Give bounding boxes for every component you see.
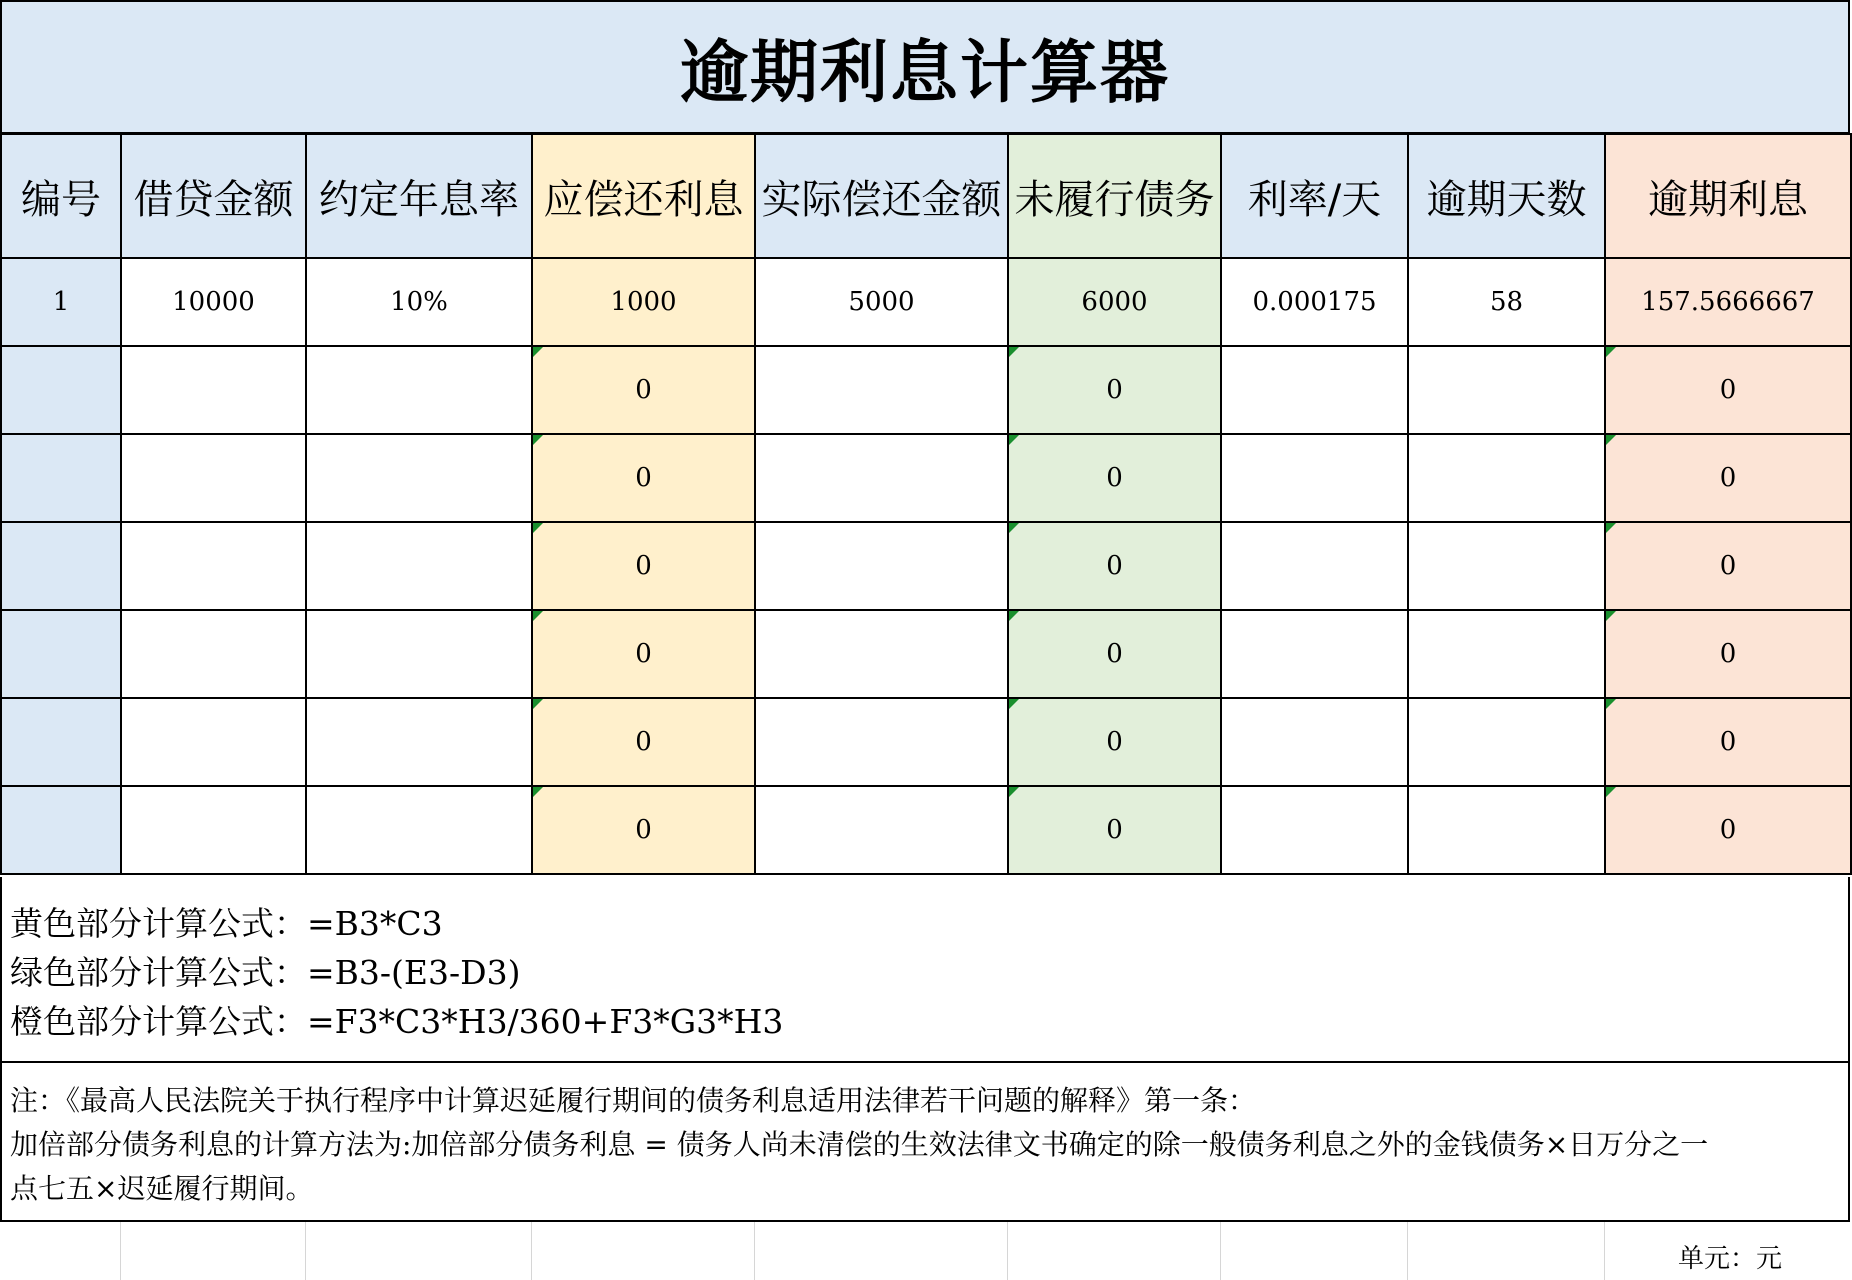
cell-value: 0 bbox=[1106, 463, 1123, 493]
cell-value: 0 bbox=[635, 551, 652, 581]
header-annual-rate[interactable]: 约定年息率 bbox=[306, 134, 532, 258]
formula-indicator-icon bbox=[533, 435, 543, 445]
empty-footer-row[interactable] bbox=[0, 1222, 1850, 1280]
cell-id[interactable] bbox=[1, 522, 121, 610]
cell-value: 0 bbox=[1106, 639, 1123, 669]
cell-overdue-days[interactable] bbox=[1408, 434, 1605, 522]
cell-interest-due[interactable] bbox=[532, 434, 755, 522]
formula-orange: 橙色部分计算公式：=F3*C3*H3/360+F3*G3*H3 bbox=[10, 1002, 784, 1041]
table-row bbox=[1, 522, 1851, 610]
cell-actual-repayment[interactable]: 5000 bbox=[755, 258, 1008, 346]
cell-value: 0 bbox=[1106, 551, 1123, 581]
formula-indicator-icon bbox=[533, 523, 543, 533]
cell-unpaid-debt[interactable]: 6000 bbox=[1008, 258, 1221, 346]
cell-value: 0 bbox=[1719, 375, 1737, 405]
cell-loan-amount[interactable] bbox=[121, 698, 306, 786]
cell-annual-rate[interactable] bbox=[306, 522, 532, 610]
cell-overdue-days[interactable] bbox=[1408, 610, 1605, 698]
formula-indicator-icon bbox=[1606, 523, 1616, 533]
cell-unpaid-debt[interactable] bbox=[1008, 346, 1221, 434]
cell-daily-rate[interactable] bbox=[1221, 434, 1408, 522]
cell-daily-rate[interactable] bbox=[1221, 698, 1408, 786]
table-row bbox=[1, 346, 1851, 434]
cell-daily-rate[interactable] bbox=[1221, 346, 1408, 434]
sheet-title[interactable]: 逾期利息计算器 bbox=[0, 0, 1850, 134]
cell-value: 0 bbox=[635, 727, 652, 757]
cell-daily-rate[interactable] bbox=[1221, 786, 1408, 874]
cell-value: 0 bbox=[1719, 815, 1737, 845]
header-unpaid-debt[interactable]: 未履行债务 bbox=[1008, 134, 1221, 258]
formula-indicator-icon bbox=[1009, 611, 1019, 621]
cell-overdue-days[interactable] bbox=[1408, 698, 1605, 786]
cell-id[interactable] bbox=[1, 610, 121, 698]
formula-indicator-icon bbox=[1606, 699, 1616, 709]
cell-value: 0 bbox=[635, 815, 652, 845]
cell-interest-due[interactable] bbox=[532, 698, 755, 786]
cell-overdue-interest[interactable]: 157.5666667 bbox=[1605, 258, 1851, 346]
cell-daily-rate[interactable]: 0.000175 bbox=[1221, 258, 1408, 346]
formula-indicator-icon bbox=[1009, 787, 1019, 797]
cell-interest-due[interactable] bbox=[532, 346, 755, 434]
header-interest-due[interactable]: 应偿还利息 bbox=[532, 134, 755, 258]
unit-label: 单元：元 bbox=[1677, 1244, 1782, 1274]
table-row bbox=[1, 258, 1851, 346]
formula-indicator-icon bbox=[1009, 523, 1019, 533]
header-daily-rate[interactable]: 利率/天 bbox=[1221, 134, 1408, 258]
cell-loan-amount[interactable] bbox=[121, 346, 306, 434]
cell-actual-repayment[interactable] bbox=[755, 346, 1008, 434]
cell-actual-repayment[interactable] bbox=[755, 786, 1008, 874]
cell-value: 0 bbox=[635, 463, 652, 493]
cell-value: 0 bbox=[635, 639, 652, 669]
cell-loan-amount[interactable] bbox=[121, 522, 306, 610]
cell-annual-rate[interactable] bbox=[306, 786, 532, 874]
cell-loan-amount[interactable] bbox=[121, 434, 306, 522]
cell-interest-due[interactable] bbox=[532, 522, 755, 610]
cell-value: 0 bbox=[635, 375, 652, 405]
cell-overdue-interest[interactable] bbox=[1605, 522, 1851, 610]
formula-indicator-icon bbox=[533, 347, 543, 357]
cell-annual-rate[interactable] bbox=[306, 346, 532, 434]
cell-value: 0 bbox=[1719, 551, 1737, 581]
formula-indicator-icon bbox=[533, 787, 543, 797]
formula-indicator-icon bbox=[1606, 435, 1616, 445]
cell-actual-repayment[interactable] bbox=[755, 522, 1008, 610]
table-body bbox=[1, 258, 1851, 874]
table-row bbox=[1, 434, 1851, 522]
formula-indicator-icon bbox=[1009, 347, 1019, 357]
header-row bbox=[1, 134, 1851, 258]
formula-indicator-icon bbox=[1606, 611, 1616, 621]
note-line-2: 加倍部分债务利息的计算方法为:加倍部分债务利息 = 债务人尚未清偿的生效法律文书确定的除一般债务利息之外的金钱债务×日万分之一 bbox=[10, 1128, 1709, 1161]
cell-id[interactable] bbox=[1, 786, 121, 874]
formula-indicator-icon bbox=[1009, 699, 1019, 709]
header-id[interactable]: 编号 bbox=[1, 134, 121, 258]
cell-unpaid-debt[interactable] bbox=[1008, 698, 1221, 786]
cell-overdue-interest[interactable] bbox=[1605, 786, 1851, 874]
header-overdue-days[interactable]: 逾期天数 bbox=[1408, 134, 1605, 258]
cell-annual-rate[interactable]: 10% bbox=[306, 258, 532, 346]
cell-value: 0 bbox=[1106, 727, 1123, 757]
note-line-1: 注：《最高人民法院关于执行程序中计算迟延履行期间的债务利息适用法律若干问题的解释》第一条： bbox=[10, 1084, 1257, 1117]
cell-actual-repayment[interactable] bbox=[755, 434, 1008, 522]
cell-overdue-interest[interactable] bbox=[1605, 610, 1851, 698]
formula-indicator-icon bbox=[533, 611, 543, 621]
cell-annual-rate[interactable] bbox=[306, 698, 532, 786]
cell-annual-rate[interactable] bbox=[306, 434, 532, 522]
cell-id[interactable]: 1 bbox=[1, 258, 121, 346]
cell-loan-amount[interactable] bbox=[121, 786, 306, 874]
cell-daily-rate[interactable] bbox=[1221, 610, 1408, 698]
cell-overdue-days[interactable]: 58 bbox=[1408, 258, 1605, 346]
cell-actual-repayment[interactable] bbox=[755, 610, 1008, 698]
cell-id[interactable] bbox=[1, 698, 121, 786]
cell-overdue-days[interactable] bbox=[1408, 346, 1605, 434]
formula-indicator-icon bbox=[1606, 347, 1616, 357]
cell-unpaid-debt[interactable] bbox=[1008, 522, 1221, 610]
cell-actual-repayment[interactable] bbox=[755, 698, 1008, 786]
table-row bbox=[1, 610, 1851, 698]
table-row bbox=[1, 698, 1851, 786]
cell-value: 0 bbox=[1106, 375, 1123, 405]
formula-indicator-icon bbox=[533, 699, 543, 709]
header-overdue-interest[interactable]: 逾期利息 bbox=[1605, 134, 1851, 258]
cell-value: 0 bbox=[1719, 727, 1737, 757]
cell-loan-amount[interactable]: 10000 bbox=[121, 258, 306, 346]
cell-overdue-days[interactable] bbox=[1408, 786, 1605, 874]
cell-value: 0 bbox=[1719, 639, 1737, 669]
formula-notes[interactable] bbox=[0, 877, 1850, 1063]
formula-yellow: 黄色部分计算公式：=B3*C3 bbox=[10, 904, 443, 943]
formula-indicator-icon bbox=[1606, 787, 1616, 797]
cell-value: 0 bbox=[1106, 815, 1123, 845]
cell-overdue-interest[interactable] bbox=[1605, 346, 1851, 434]
cell-interest-due[interactable]: 1000 bbox=[532, 258, 755, 346]
cell-interest-due[interactable] bbox=[532, 610, 755, 698]
cell-id[interactable] bbox=[1, 346, 121, 434]
cell-unpaid-debt[interactable] bbox=[1008, 434, 1221, 522]
cell-annual-rate[interactable] bbox=[306, 610, 532, 698]
interest-table bbox=[0, 133, 1852, 875]
cell-interest-due[interactable] bbox=[532, 786, 755, 874]
cell-daily-rate[interactable] bbox=[1221, 522, 1408, 610]
cell-overdue-interest[interactable] bbox=[1605, 698, 1851, 786]
cell-unpaid-debt[interactable] bbox=[1008, 610, 1221, 698]
cell-overdue-interest[interactable] bbox=[1605, 434, 1851, 522]
cell-loan-amount[interactable] bbox=[121, 610, 306, 698]
header-actual-repayment[interactable]: 实际偿还金额 bbox=[755, 134, 1008, 258]
formula-green: 绿色部分计算公式：=B3-(E3-D3) bbox=[10, 953, 521, 992]
note-line-3: 点七五×迟延履行期间。 bbox=[10, 1172, 314, 1205]
cell-value: 0 bbox=[1719, 463, 1737, 493]
table-row bbox=[1, 786, 1851, 874]
header-loan-amount[interactable]: 借贷金额 bbox=[121, 134, 306, 258]
formula-indicator-icon bbox=[1009, 435, 1019, 445]
cell-overdue-days[interactable] bbox=[1408, 522, 1605, 610]
cell-unpaid-debt[interactable] bbox=[1008, 786, 1221, 874]
cell-id[interactable] bbox=[1, 434, 121, 522]
legal-note[interactable] bbox=[0, 1061, 1850, 1222]
